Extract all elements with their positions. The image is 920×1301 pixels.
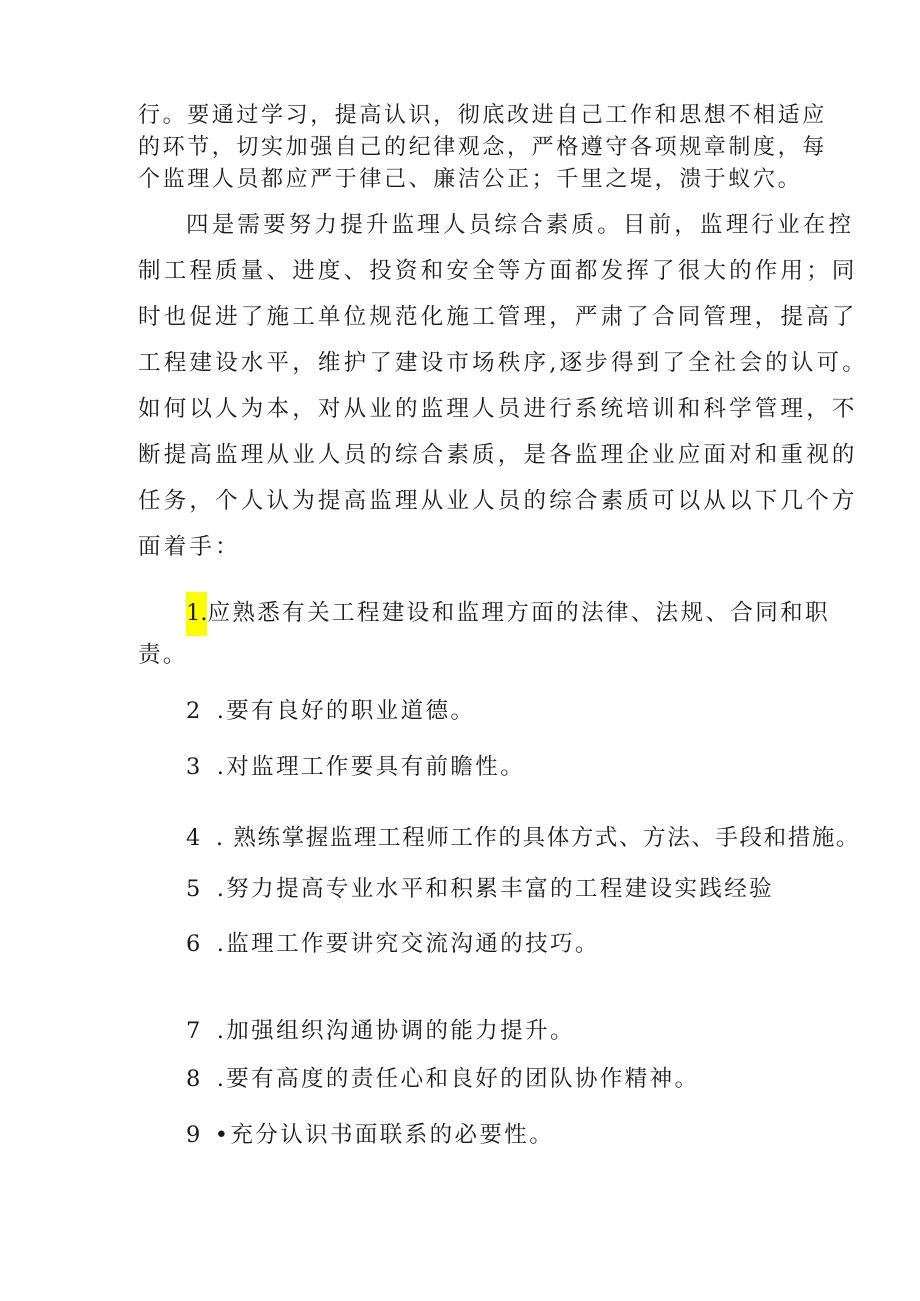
paragraph-line-1: 四是需要努力提升监理人员综合素质。目前，监理行业在控 xyxy=(186,212,855,238)
list-item-text: .努力提高专业水平和积累丰富的工程建设实践经验 xyxy=(216,876,775,902)
paragraph-line-7: 任务，个人认为提高监理从业人员的综合素质可以从以下几个方 xyxy=(138,488,858,514)
list-item-text: 应熟悉有关工程建设和监理方面的法律、法规、合同和职 xyxy=(207,600,830,626)
paragraph-line-2: 制工程质量、进度、投资和安全等方面都发挥了很大的作用；同 xyxy=(138,258,858,284)
list-item-text: .要有高度的责任心和良好的团队协作精神。 xyxy=(216,1066,700,1092)
list-item-text: .监理工作要讲究交流沟通的技巧。 xyxy=(216,931,600,957)
list-item-text: .对监理工作要具有前瞻性。 xyxy=(216,754,526,780)
list-item-text: 责。 xyxy=(138,642,188,668)
paragraph-line-6: 断提高监理从业人员的综合素质，是各监理企业应面对和重视的 xyxy=(138,442,858,468)
list-item-2 xyxy=(186,696,475,726)
list-item-1-continued xyxy=(138,640,188,670)
list-item-text: . 熟练掌握监理工程师工作的具体方式、方法、手段和措施。 xyxy=(215,825,861,851)
paragraph-line-4: 工程建设水平，维护了建设市场秩序,逐步得到了全社会的认可。 xyxy=(138,350,868,376)
intro-line-2: 的环节，切实加强自己的纪律观念，严格遵守各项规章制度，每 xyxy=(138,135,827,160)
paragraph-line-5: 如何以人为本，对从业的监理人员进行系统培训和科学管理，不 xyxy=(138,396,858,422)
list-number: 4 xyxy=(186,825,202,851)
list-item-3 xyxy=(186,752,525,782)
list-item-8 xyxy=(186,1064,699,1094)
list-number: 3 xyxy=(186,754,203,780)
list-number: 2 xyxy=(186,698,203,724)
list-item-9 xyxy=(186,1120,554,1150)
list-item-5 xyxy=(186,874,774,904)
list-number: 5 xyxy=(186,876,203,902)
list-item-4 xyxy=(186,823,860,853)
paragraph-line-8: 面着手： xyxy=(138,534,241,560)
list-number: 7 xyxy=(186,1018,203,1044)
list-number: 9 xyxy=(186,1122,203,1148)
list-number-highlighted: 1. xyxy=(186,592,207,636)
list-number: 8 xyxy=(186,1066,203,1092)
list-item-text: .要有良好的职业道德。 xyxy=(216,698,476,724)
paragraph-line-3: 时也促进了施工单位规范化施工管理，严肃了合同管理，提高了 xyxy=(138,304,858,330)
list-item-7 xyxy=(186,1016,575,1046)
list-item-text: .加强组织沟通协调的能力提升。 xyxy=(216,1018,575,1044)
list-number: 6 xyxy=(186,931,203,957)
list-item-6 xyxy=(186,929,600,959)
list-item-text: •充分认识书面联系的必要性。 xyxy=(214,1122,555,1148)
list-item-1 xyxy=(186,592,830,636)
intro-line-1: 行。要通过学习，提高认识，彻底改进自己工作和思想不相适应 xyxy=(138,103,827,128)
intro-line-3: 个监理人员都应严于律己、廉洁公正；千里之堤，溃于蚁穴。 xyxy=(138,167,803,192)
